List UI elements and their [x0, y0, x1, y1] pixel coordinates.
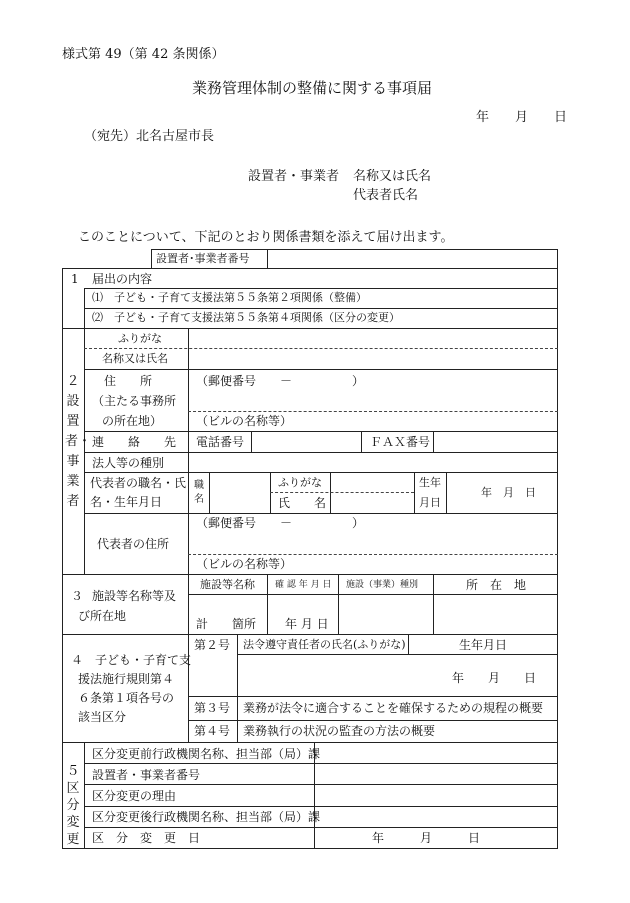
audit-method-label: 業務執行の状況の監査の方法の概要 [243, 724, 436, 738]
rule [188, 411, 558, 412]
rule [62, 328, 558, 329]
item2-number: 第２号 [194, 638, 231, 652]
addressee: （宛先）北名古屋市長 [84, 129, 215, 144]
rule [84, 348, 558, 349]
address-label: 住 所 [104, 374, 153, 388]
facility-count: 計 箇所 [196, 617, 257, 631]
confirm-date-header: 確 認 年 月 日 [275, 580, 332, 590]
rule [84, 288, 558, 289]
confirm-date-field: 年 月 日 [285, 617, 329, 631]
date-year: 年 [476, 110, 490, 125]
name-label: 名称又は氏名 [102, 352, 168, 365]
rule [433, 431, 434, 452]
rule [84, 431, 558, 432]
rule [84, 763, 558, 764]
rule [84, 513, 558, 514]
rule [84, 472, 558, 473]
compliance-rules-label: 業務が法令に適合することを確保するための規程の概要 [243, 701, 544, 715]
section3-label: 施設等名称等及 [92, 589, 177, 603]
birth-label-2: 月日 [419, 496, 441, 509]
change-reason-label: 区分変更の理由 [92, 789, 177, 803]
section4-label-4: 該当区分 [78, 710, 127, 724]
officer-birth-field: 年 月 日 [452, 671, 537, 685]
rule [188, 634, 189, 742]
section5-vertical-label: ５区分変更 [66, 764, 80, 847]
operator-number-label: 設置者･事業者番号 [156, 252, 250, 265]
item3-number: 第３号 [194, 701, 231, 715]
rule [270, 492, 414, 493]
furigana-label: ふりがな [118, 332, 162, 345]
rep-building-field: （ビルの名称等） [196, 557, 293, 571]
rule [84, 784, 558, 785]
item4-number: 第４号 [194, 724, 231, 738]
date-month: 月 [515, 110, 529, 125]
section1-title: 届出の内容 [92, 272, 153, 286]
rule [62, 574, 558, 575]
representative-label-2: 名・生年月日 [90, 495, 163, 509]
rule [188, 328, 189, 574]
section1-number: 1 [71, 272, 79, 286]
rep-furigana-label: ふりがな [278, 476, 322, 489]
address-label-3: の所在地） [102, 414, 163, 428]
intro-text: このことについて、下記のとおり関係書類を添えて届け出ます。 [78, 230, 454, 245]
section4-label-2: 援法施行規則第４ [78, 672, 175, 686]
rule [84, 369, 558, 370]
rule [433, 574, 434, 634]
postal-code-field: （郵便番号 － ） [196, 374, 365, 388]
rule [361, 431, 362, 452]
phone-label: 電話番号 [196, 435, 245, 449]
rep-address-label: 代表者の住所 [97, 537, 170, 551]
rule [209, 472, 210, 513]
rule [338, 574, 339, 634]
section4-label: ４ 子ども・子育て支 [71, 653, 192, 667]
section3-label-2: び所在地 [78, 609, 127, 623]
operator-number-label-2: 設置者・事業者番号 [92, 768, 201, 782]
birth-date-field: 年 月 日 [481, 486, 536, 499]
rule [84, 827, 558, 828]
form-number: 様式第 49（第 42 条関係） [62, 47, 225, 62]
section1-item2: ⑵ 子ども・子育て支援法第５５条第４項関係（区分の変更） [92, 311, 400, 324]
section2-vertical-label: ２設置者・事業者 [65, 374, 92, 509]
address-label-2: （主たる事務所 [92, 394, 177, 408]
rule [188, 696, 558, 697]
change-date-label: 区 分 変 更 日 [92, 831, 201, 845]
rule [188, 554, 558, 555]
section1-item1: ⑴ 子ども・子育て支援法第５５条第２項関係（整備） [92, 291, 367, 304]
rule [267, 574, 268, 634]
date-day: 日 [554, 110, 568, 125]
section4-label-3: ６条第１項各号の [78, 691, 175, 705]
officer-birth-label: 生年月日 [459, 638, 508, 652]
rule [446, 472, 447, 513]
location-header: 所 在 地 [466, 578, 527, 592]
rule [237, 634, 238, 742]
corporation-type-label: 法人等の種別 [92, 456, 165, 470]
rule [84, 328, 85, 574]
applicant-name-label: 名称又は氏名 [353, 169, 432, 184]
rule [557, 249, 558, 268]
rule [188, 594, 558, 595]
facility-type-header: 施設（事業）種別 [346, 580, 419, 590]
rule [62, 634, 558, 635]
job-title-label: 職名 [194, 480, 204, 505]
rule [151, 249, 558, 250]
representative-label: 代表者の職名・氏 [90, 476, 187, 490]
applicant-role: 設置者・事業者 [248, 169, 340, 184]
compliance-officer-label: 法令遵守責任者の氏名(ふりがな) [243, 638, 406, 651]
building-name-field: （ビルの名称等） [196, 414, 293, 428]
rep-name-label: 氏 名 [278, 496, 327, 510]
prev-agency-label: 区分変更前行政機関名称、担当部（局）課 [92, 747, 321, 761]
rep-postal-field: （郵便番号 － ） [196, 516, 365, 530]
rule [62, 742, 558, 743]
rule [151, 249, 152, 268]
fax-label: ＦＡＸ番号 [370, 435, 431, 449]
rule [408, 634, 409, 654]
rule [251, 431, 252, 452]
rule [237, 654, 558, 655]
form-title: 業務管理体制の整備に関する事項届 [192, 79, 433, 97]
rule [267, 249, 268, 268]
contact-label: 連 絡 先 [92, 435, 177, 449]
section3-number: ３ [71, 589, 84, 603]
rule [84, 452, 558, 453]
rule [84, 308, 558, 309]
rule [188, 720, 558, 721]
rule [84, 742, 85, 849]
birth-label: 生年 [419, 476, 441, 489]
rule [188, 574, 189, 634]
rule [84, 806, 558, 807]
facility-name-header: 施設等名称 [200, 578, 255, 591]
rule [414, 472, 415, 513]
next-agency-label: 区分変更後行政機関名称、担当部（局）課 [92, 810, 321, 824]
applicant-rep-label: 代表者氏名 [353, 188, 419, 203]
change-date-field: 年 月 日 [372, 831, 481, 845]
